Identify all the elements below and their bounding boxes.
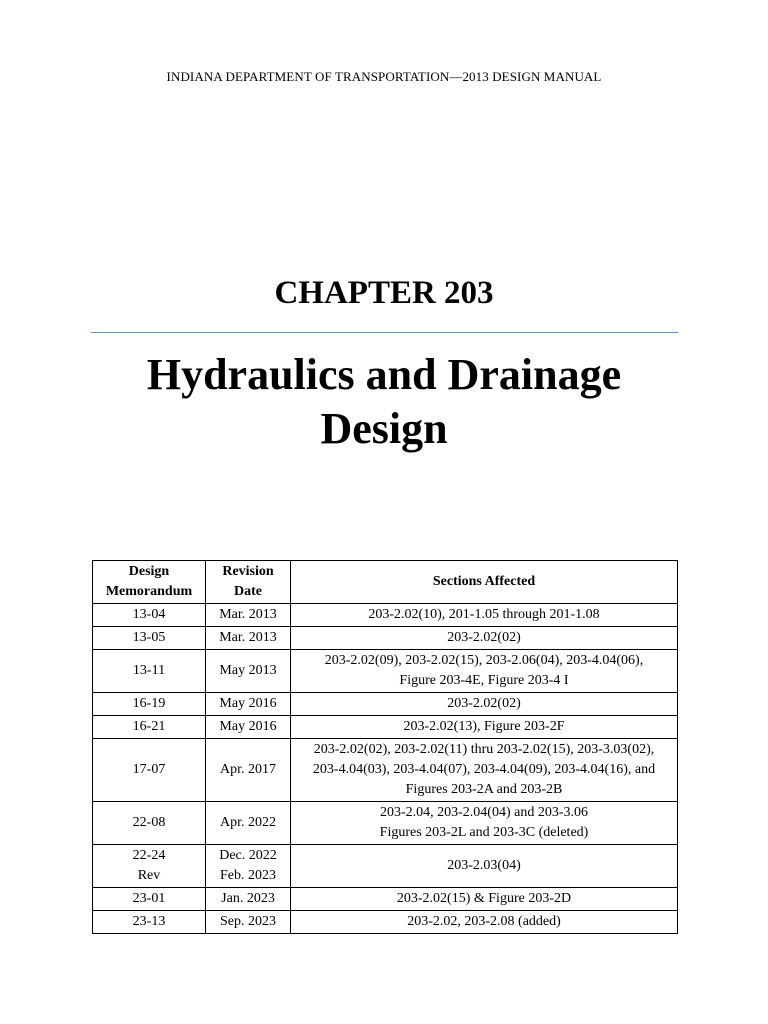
sections-cell: 203-2.04, 203-2.04(04) and 203-3.06 Figures 203-2L and 203-3C (deleted) [291,802,678,845]
table-row [93,693,678,716]
table-row [93,802,678,845]
memo-cell: 16-21 [93,716,206,739]
memo-cell: 17-07 [93,739,206,802]
date-cell: May 2013 [206,650,291,693]
date-cell: Apr. 2017 [206,739,291,802]
memo-cell: 23-01 [93,888,206,911]
date-cell: Dec. 2022 Feb. 2023 [206,845,291,888]
table-row [93,739,678,802]
date-cell: May 2016 [206,693,291,716]
memo-cell: 13-11 [93,650,206,693]
memo-cell: 13-05 [93,627,206,650]
table-row [93,888,678,911]
memo-cell: 22-24 Rev [93,845,206,888]
table-row [93,911,678,934]
memo-cell: 22-08 [93,802,206,845]
sections-cell: 203-2.02(02), 203-2.02(11) thru 203-2.02(15), 203-3.03(02), 203-4.04(03), 203-4.04(07), 203-4.04(09), 203-4.04(16), and Figures 203-2A and 203-2B [291,739,678,802]
sections-cell: 203-2.02(02) [291,693,678,716]
chapter-title: Hydraulics and Drainage Design [146,350,622,453]
date-cell: Apr. 2022 [206,802,291,845]
sections-cell: 203-2.03(04) [291,845,678,888]
title-divider [91,332,678,333]
chapter-number: CHAPTER 203 [274,275,494,311]
table-header-row [93,561,678,604]
sections-cell: 203-2.02(15) & Figure 203-2D [291,888,678,911]
memo-cell: 16-19 [93,693,206,716]
running-header: INDIANA DEPARTMENT OF TRANSPORTATION—2013 DESIGN MANUAL [166,69,602,84]
table-row [93,716,678,739]
sections-cell: 203-2.02, 203-2.08 (added) [291,911,678,934]
header-revision-date: Revision Date [206,561,291,604]
revision-table [92,560,678,934]
memo-cell: 13-04 [93,604,206,627]
memo-cell: 23-13 [93,911,206,934]
table-row [93,604,678,627]
table-row [93,650,678,693]
header-design-memorandum: Design Memorandum [93,561,206,604]
sections-cell: 203-2.02(10), 201-1.05 through 201-1.08 [291,604,678,627]
sections-cell: 203-2.02(02) [291,627,678,650]
table-row [93,845,678,888]
date-cell: Mar. 2013 [206,627,291,650]
table-row [93,627,678,650]
date-cell: May 2016 [206,716,291,739]
date-cell: Jan. 2023 [206,888,291,911]
date-cell: Mar. 2013 [206,604,291,627]
header-sections-affected: Sections Affected [291,561,678,604]
date-cell: Sep. 2023 [206,911,291,934]
sections-cell: 203-2.02(09), 203-2.02(15), 203-2.06(04), 203-4.04(06), Figure 203-4E, Figure 203-4 I [291,650,678,693]
sections-cell: 203-2.02(13), Figure 203-2F [291,716,678,739]
